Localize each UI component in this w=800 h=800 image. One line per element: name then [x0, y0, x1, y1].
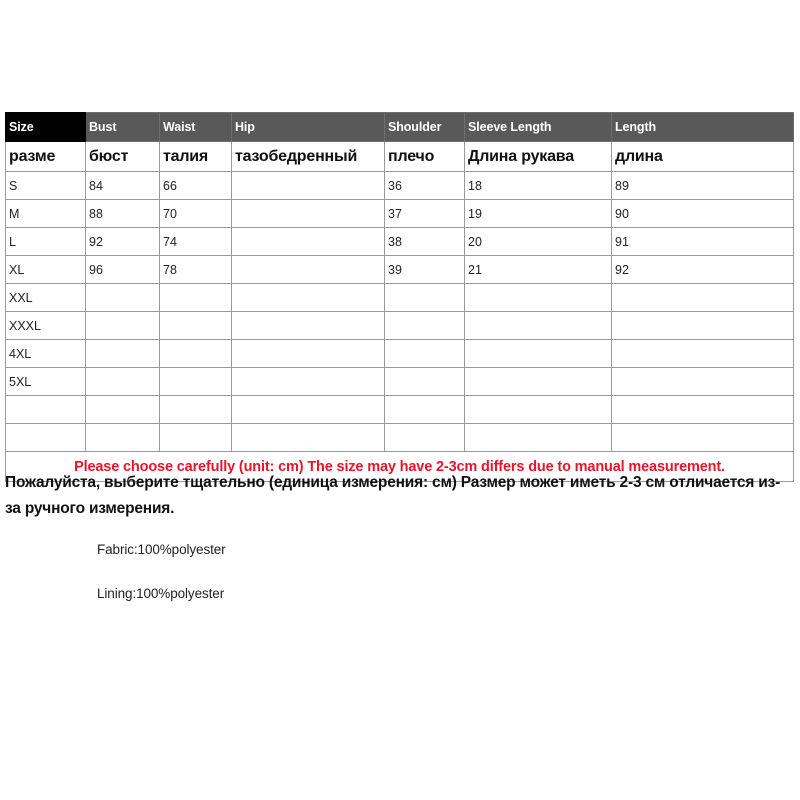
cell-shoulder: 39: [385, 256, 465, 284]
table-row: [6, 284, 794, 312]
table-row: [6, 368, 794, 396]
cell-length: 91: [612, 228, 794, 256]
column-header-ru-length: длина: [612, 142, 794, 172]
cell-size: 5XL: [6, 368, 86, 396]
cell-hip: [232, 368, 385, 396]
cell-shoulder: 36: [385, 172, 465, 200]
cell-waist: 78: [160, 256, 232, 284]
size-chart-table-body: [6, 113, 794, 482]
cell-bust: 88: [86, 200, 160, 228]
cell-sleeve: 18: [465, 172, 612, 200]
cell-length: [612, 284, 794, 312]
cell-shoulder: [385, 340, 465, 368]
cell-bust: [86, 368, 160, 396]
column-header-bust: Bust: [86, 113, 160, 142]
cell-bust: [86, 284, 160, 312]
cell-size: [6, 396, 86, 424]
cell-waist: 74: [160, 228, 232, 256]
cell-size: XL: [6, 256, 86, 284]
cell-sleeve: 19: [465, 200, 612, 228]
column-header-ru-sleeve-length: Длина рукава: [465, 142, 612, 172]
cell-size: XXXL: [6, 312, 86, 340]
cell-length: [612, 396, 794, 424]
cell-sleeve: [465, 340, 612, 368]
cell-length: [612, 312, 794, 340]
cell-waist: [160, 312, 232, 340]
cell-length: [612, 368, 794, 396]
measurement-note-english: Please choose carefully (unit: cm) The size may have 2-3cm differs due to manual measurement.: [74, 458, 725, 475]
cell-bust: [86, 396, 160, 424]
cell-waist: [160, 284, 232, 312]
size-chart-table-container: [5, 112, 793, 482]
cell-sleeve: [465, 284, 612, 312]
column-header-hip: Hip: [232, 113, 385, 142]
table-header-row-english: [6, 113, 794, 142]
cell-bust: [86, 424, 160, 452]
cell-waist: [160, 368, 232, 396]
column-header-length: Length: [612, 113, 794, 142]
cell-size: M: [6, 200, 86, 228]
column-header-ru-waist: талия: [160, 142, 232, 172]
column-header-ru-shoulder: плечо: [385, 142, 465, 172]
cell-hip: [232, 284, 385, 312]
cell-shoulder: [385, 284, 465, 312]
cell-sleeve: [465, 368, 612, 396]
cell-hip: [232, 256, 385, 284]
cell-shoulder: [385, 368, 465, 396]
cell-length: 89: [612, 172, 794, 200]
column-header-ru-hip: тазобедренный: [232, 142, 385, 172]
cell-shoulder: [385, 396, 465, 424]
cell-waist: [160, 340, 232, 368]
cell-sleeve: 20: [465, 228, 612, 256]
cell-sleeve: [465, 312, 612, 340]
cell-hip: [232, 200, 385, 228]
cell-bust: [86, 340, 160, 368]
cell-sleeve: [465, 424, 612, 452]
column-header-sleeve-length: Sleeve Length: [465, 113, 612, 142]
size-chart-table: [5, 112, 794, 482]
measurement-note-russian: Пожалуйста, выберите тщательно (единица измерения: см) Размер может иметь 2-3 см отличается из-за ручного измерения.: [5, 474, 781, 517]
cell-size: 4XL: [6, 340, 86, 368]
column-header-ru-bust: бюст: [86, 142, 160, 172]
table-row: [6, 340, 794, 368]
cell-sleeve: [465, 396, 612, 424]
cell-shoulder: [385, 424, 465, 452]
cell-size: XXL: [6, 284, 86, 312]
cell-bust: [86, 312, 160, 340]
cell-waist: 70: [160, 200, 232, 228]
cell-size: S: [6, 172, 86, 200]
cell-hip: [232, 424, 385, 452]
cell-length: [612, 424, 794, 452]
column-header-waist: Waist: [160, 113, 232, 142]
table-row: [6, 424, 794, 452]
cell-size: L: [6, 228, 86, 256]
table-row: [6, 256, 794, 284]
cell-bust: 96: [86, 256, 160, 284]
cell-hip: [232, 172, 385, 200]
fabric-composition: Fabric:100%polyester: [97, 542, 226, 557]
column-header-size: Size: [6, 113, 86, 142]
cell-hip: [232, 312, 385, 340]
cell-sleeve: 21: [465, 256, 612, 284]
cell-waist: [160, 424, 232, 452]
cell-length: 92: [612, 256, 794, 284]
cell-hip: [232, 228, 385, 256]
table-row: [6, 396, 794, 424]
cell-shoulder: 38: [385, 228, 465, 256]
cell-length: [612, 340, 794, 368]
column-header-shoulder: Shoulder: [385, 113, 465, 142]
column-header-ru-size: размe: [6, 142, 86, 172]
cell-size: [6, 424, 86, 452]
table-row: [6, 312, 794, 340]
cell-hip: [232, 340, 385, 368]
cell-waist: 66: [160, 172, 232, 200]
cell-bust: 92: [86, 228, 160, 256]
cell-waist: [160, 396, 232, 424]
cell-length: 90: [612, 200, 794, 228]
table-row: [6, 228, 794, 256]
cell-shoulder: [385, 312, 465, 340]
cell-bust: 84: [86, 172, 160, 200]
table-header-row-russian: [6, 142, 794, 172]
cell-shoulder: 37: [385, 200, 465, 228]
table-row: [6, 172, 794, 200]
table-row: [6, 200, 794, 228]
cell-hip: [232, 396, 385, 424]
lining-composition: Lining:100%polyester: [97, 586, 225, 601]
